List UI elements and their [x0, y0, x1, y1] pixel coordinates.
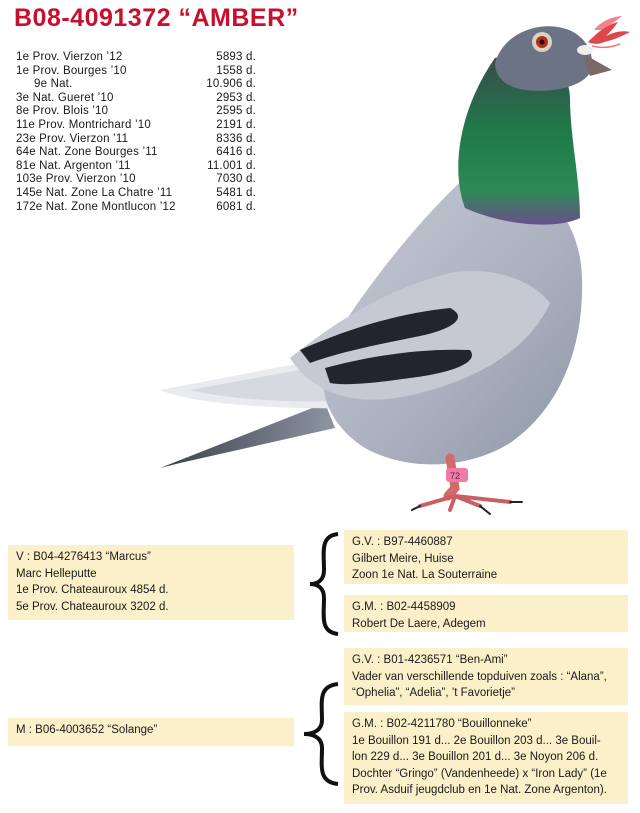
result-race: 11e Prov. Montrichard ’10: [16, 118, 151, 131]
pedigree-father-mother: [344, 595, 628, 632]
result-distance: 11.001 d.: [207, 159, 256, 172]
pedigree-mother-mother: [344, 712, 628, 804]
result-distance: 7030 d.: [216, 173, 256, 186]
pedigree-line: Prov. Asduif jeugdclub en 1e Nat. Zone Argenton).: [352, 784, 607, 796]
pedigree-line: Gilbert Meire, Huise: [352, 552, 454, 565]
pedigree-father-father: [344, 530, 628, 584]
pedigree-line: 5e Prov. Chateauroux 3202 d.: [16, 600, 169, 613]
result-race: 1e Prov. Bourges ’10: [16, 64, 127, 77]
result-distance: 8336 d.: [216, 132, 256, 145]
result-distance: 2191 d.: [216, 118, 256, 131]
result-race: 172e Nat. Zone Montlucon ’12: [16, 200, 176, 213]
result-distance: 2953 d.: [216, 91, 256, 104]
pedigree-mother-father: [344, 648, 628, 705]
pedigree-line: 1e Bouillon 191 d... 2e Bouillon 203 d... 3e Bouil-: [352, 734, 601, 747]
pigeon-illustration: [150, 18, 620, 528]
result-distance: 1558 d.: [216, 64, 256, 77]
pedigree-line: M : B06-4003652 “Solange”: [16, 724, 158, 736]
result-race: 3e Nat. Gueret ’10: [16, 91, 114, 104]
leg-ring-label: 72: [450, 471, 461, 481]
result-distance: 2595 d.: [216, 105, 256, 118]
pedigree-line: 1e Prov. Chateauroux 4854 d.: [16, 584, 169, 596]
pedigree-line: Zoon 1e Nat. La Souterraine: [352, 569, 498, 581]
pedigree-line: Marc Helleputte: [16, 567, 97, 580]
result-race: 23e Prov. Vierzon ’11: [16, 132, 129, 145]
result-race: 81e Nat. Argenton ’11: [16, 159, 131, 172]
result-race: 9e Nat.: [34, 78, 73, 91]
pedigree-line: G.M. : B02-4211780 “Bouillonneke”: [352, 718, 532, 730]
pedigree-line: Vader van verschillende topduiven zoals : “Alana”,: [352, 670, 607, 683]
pedigree-line: G.V. : B97-4460887: [352, 536, 453, 548]
result-distance: 6081 d.: [216, 200, 256, 213]
result-distance: 5481 d.: [216, 186, 256, 199]
result-distance: 5893 d.: [216, 51, 256, 63]
result-race: 145e Nat. Zone La Chatre ’11: [16, 186, 173, 199]
result-distance: 10.906 d.: [206, 78, 256, 91]
result-race: 103e Prov. Vierzon ’10: [16, 173, 136, 186]
result-race: 8e Prov. Blois ’10: [16, 105, 109, 118]
pedigree-line: Robert De Laere, Adegem: [352, 617, 486, 630]
pedigree-line: lon 229 d... 3e Bouillon 201 d... 3e Noyon 206 d.: [352, 751, 599, 763]
pedigree-line: G.M. : B02-4458909: [352, 601, 456, 613]
pedigree-line: Dochter “Gringo” (Vandenheede) x “Iron Lady” (1e: [352, 767, 607, 780]
brace-father: [308, 532, 342, 636]
pedigree-line: V : B04-4276413 “Marcus”: [16, 551, 151, 563]
result-race: 1e Prov. Vierzon ’12: [16, 51, 123, 63]
result-race: 64e Nat. Zone Bourges ’11: [16, 146, 158, 159]
brace-mother: [302, 682, 342, 786]
result-distance: 6416 d.: [216, 146, 256, 159]
pedigree-father: [8, 545, 294, 620]
pedigree-mother: [8, 718, 294, 746]
pedigree-line: G.V. : B01-4236571 “Ben-Ami”: [352, 654, 508, 666]
pedigree-line: “Ophelia”, “Adelia”, ’t Favorietje”: [352, 687, 515, 699]
page-title: B08-4091372 “AMBER”: [14, 4, 299, 32]
